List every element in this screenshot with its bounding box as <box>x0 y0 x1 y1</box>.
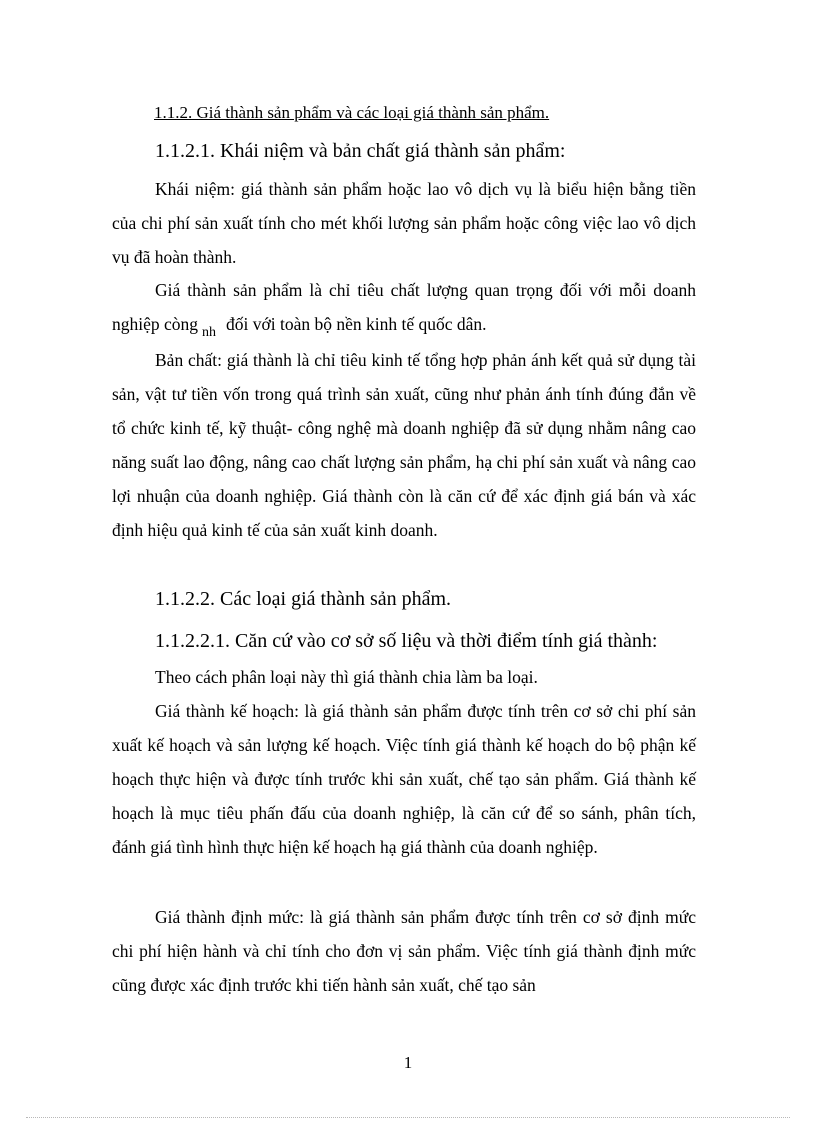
paragraph-quality-indicator-part1: Giá thành sản phẩm là chỉ tiêu chất lượng quan trọng đối với mỗi doanh nghiệp còng <box>112 280 696 334</box>
paragraph-classification: Theo cách phân loại này thì giá thành chia làm ba loại. <box>155 667 538 687</box>
paragraph-nature: Bản chất: giá thành là chỉ tiêu kinh tế tổng hợp phản ánh kết quả sử dụng tài sản, vật tư tiền vốn trong quá trình sản xuất, cũng như phản ánh tính đúng đắn về tổ chức kinh tế, kỹ thuật- công nghệ mà doanh nghiệp đã sử dụng nhằm nâng cao năng suất lao động, nâng cao chất lượng sản phẩm, hạ chi phí sản xuất và nâng cao lợi nhuận của doanh nghiệp. Giá thành còn là căn cứ để xác định giá bán và xác định hiệu quả kinh tế của sản xuất kinh doanh. <box>112 350 696 540</box>
paragraph-standard-cost: Giá thành định mức: là giá thành sản phẩm được tính trên cơ sở định mức chi phí hiện hành và chỉ tính cho đơn vị sản phẩm. Việc tính giá thành định mức cũng được xác định trước khi tiến hành sản xuất, chế tạo sản <box>112 907 696 995</box>
heading-data-basis: 1.1.2.2.1. Căn cứ vào cơ sở số liệu và thời điểm tính giá thành: <box>155 630 658 652</box>
heading-cost-types: 1.1.2.2. Các loại giá thành sản phẩm. <box>155 588 452 610</box>
section-title: 1.1.2. Giá thành sản phẩm và các loại giá thành sản phẩm. <box>154 103 550 122</box>
paragraph-concept: Khái niệm: giá thành sản phẩm hoặc lao vô dịch vụ là biểu hiện bằng tiền của chi phí sản xuất tính cho mét khối lượng sản phẩm hoặc công việc lao vô dịch vụ đã hoàn thành. <box>112 179 696 267</box>
footer-divider <box>26 1117 790 1118</box>
heading-concept-nature: 1.1.2.1. Khái niệm và bản chất giá thành sản phẩm: <box>155 140 566 162</box>
subscript-fragment: nh <box>202 325 217 340</box>
paragraph-quality-indicator <box>112 273 696 344</box>
paragraph-quality-indicator-part2: đối với toàn bộ nền kinh tế quốc dân. <box>226 314 487 334</box>
paragraph-planned-cost: Giá thành kế hoạch: là giá thành sản phẩm được tính trên cơ sở chi phí sản xuất kế hoạch và sản lượng kế hoạch. Việc tính giá thành kế hoạch do bộ phận kế hoạch thực hiện và được tính trước khi sản xuất, chế tạo sản phẩm. Giá thành kế hoạch là mục tiêu phấn đấu của doanh nghiệp, là căn cứ để so sánh, phân tích, đánh giá tình hình thực hiện kế hoạch hạ giá thành của doanh nghiệp. <box>112 701 696 857</box>
page-number: 1 <box>403 1053 413 1072</box>
